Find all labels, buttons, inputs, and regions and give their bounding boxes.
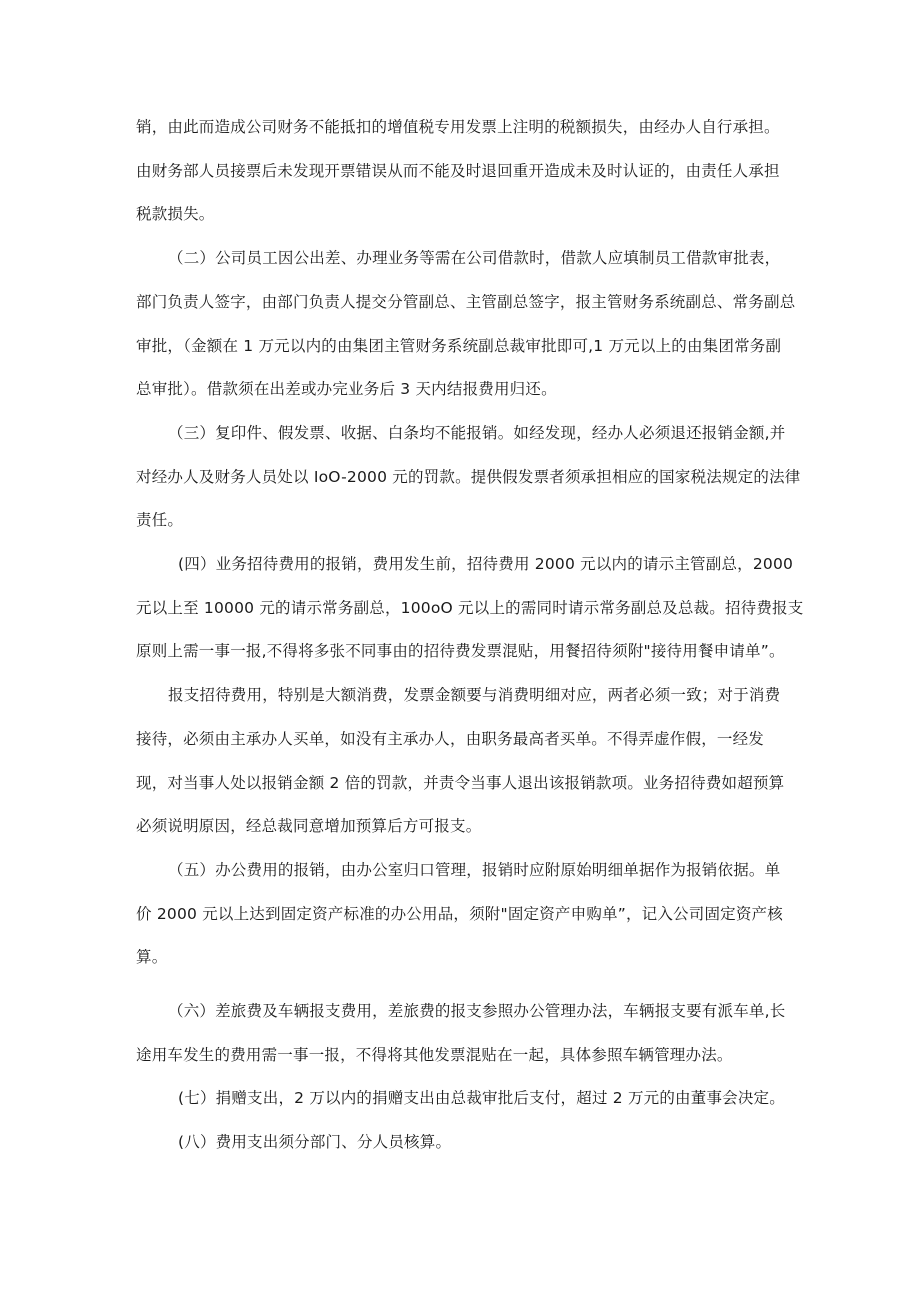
text-line: 总审批）。借款须在出差或办完业务后 3 天内结报费用归还。 bbox=[136, 380, 557, 398]
text-line: 现，对当事人处以报销金额 2 倍的罚款，并责令当事人退出该报销款项。业务招待费如超预算 bbox=[136, 774, 785, 792]
text-line: (四）业务招待费用的报销，费用发生前，招待费用 2000 元以内的请示主管副总，2000 bbox=[178, 555, 794, 573]
text-line: 税款损失。 bbox=[136, 205, 215, 223]
text-line: (七）捐赠支出，2 万以内的捐赠支出由总裁审批后支付，超过 2 万元的由董事会决定。 bbox=[178, 1089, 785, 1107]
text-line: （二）公司员工因公出差、办理业务等需在公司借款时，借款人应填制员工借款审批表， bbox=[168, 249, 781, 267]
text-line: 责任。 bbox=[136, 511, 184, 529]
text-line: 审批，（金额在 1 万元以内的由集团主管财务系统副总裁审批即可,1 万元以上的由集团常务副 bbox=[136, 337, 782, 355]
text-line: 途用车发生的费用需一事一报，不得将其他发票混贴在一起，具体参照车辆管理办法。 bbox=[136, 1046, 733, 1064]
text-line: 必须说明原因，经总裁同意增加预算后方可报支。 bbox=[136, 817, 482, 835]
text-line: 元以上至 10000 元的请示常务副总，100oO 元以上的需同时请示常务副总及总裁。招待费报支 bbox=[136, 599, 804, 617]
text-line: 价 2000 元以上达到固定资产标准的办公用品，须附"固定资产申购单”，记入公司固定资产核 bbox=[136, 905, 783, 923]
text-line: 接待，必须由主承办人买单，如没有主承办人，由职务最高者买单。不得弄虚作假，一经发 bbox=[136, 730, 765, 748]
text-line: （六）差旅费及车辆报支费用，差旅费的报支参照办公管理办法，车辆报支要有派车单,长 bbox=[168, 1002, 786, 1020]
text-line: （五）办公费用的报销，由办公室归口管理，报销时应附原始明细单据作为报销依据。单 bbox=[168, 861, 781, 879]
text-line: 由财务部人员接票后未发现开票错误从而不能及时退回重开造成未及时认证的，由责任人承担 bbox=[136, 162, 780, 180]
text-line: 部门负责人签字，由部门负责人提交分管副总、主管副总签字，报主管财务系统副总、常务副总 bbox=[136, 293, 796, 311]
text-line: 原则上需一事一报,不得将多张不同事由的招待费发票混贴，用餐招待须附"接待用餐申请单”。 bbox=[136, 642, 785, 660]
text-line: 销，由此而造成公司财务不能抵扣的增值税专用发票上注明的税额损失，由经办人自行承担。 bbox=[136, 118, 780, 136]
text-line: 对经办人及财务人员处以 IoO-2000 元的罚款。提供假发票者须承担相应的国家税法规定的法律 bbox=[136, 468, 801, 486]
text-line: 算。 bbox=[136, 948, 168, 966]
text-line: 报支招待费用，特别是大额消费，发票金额要与消费明细对应，两者必须一致；对于消费 bbox=[168, 686, 781, 704]
text-line: (八）费用支出须分部门、分人员核算。 bbox=[178, 1133, 452, 1151]
text-line: （三）复印件、假发票、收据、白条均不能报销。如经发现，经办人必须退还报销金额,并 bbox=[168, 424, 786, 442]
